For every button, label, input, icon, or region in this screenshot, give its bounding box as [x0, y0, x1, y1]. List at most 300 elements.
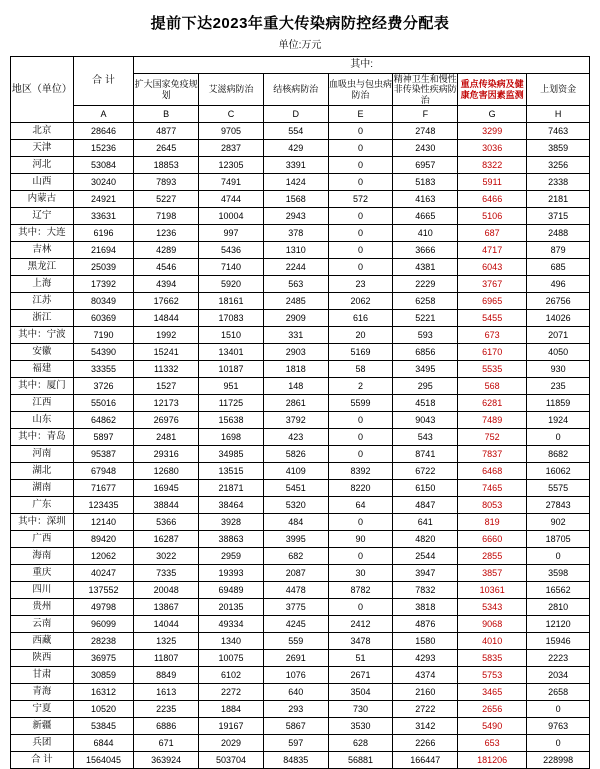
cell-value: 930: [527, 361, 590, 378]
row-region-label: 贵州: [11, 599, 74, 616]
cell-value: 8053: [458, 497, 527, 514]
row-region-label: 山西: [11, 174, 74, 191]
cell-value: 2722: [393, 701, 458, 718]
cell-value: 0: [328, 123, 393, 140]
cell-value: 3142: [393, 718, 458, 735]
cell-value: 18853: [134, 157, 199, 174]
cell-value: 2645: [134, 140, 199, 157]
cell-value: 64: [328, 497, 393, 514]
cell-value: 2855: [458, 548, 527, 565]
cell-value: 0: [527, 548, 590, 565]
cell-value: 1076: [263, 667, 328, 684]
cell-value: 8849: [134, 667, 199, 684]
header-col-surveillance: 重点传染病及健康危害因素监测: [458, 74, 527, 106]
table-row: [11, 140, 590, 157]
cell-value: 25039: [73, 259, 134, 276]
cell-value: 5753: [458, 667, 527, 684]
cell-value: 10361: [458, 582, 527, 599]
cell-value: 36975: [73, 650, 134, 667]
table-row: [11, 429, 590, 446]
cell-value: 331: [263, 327, 328, 344]
cell-value: 593: [393, 327, 458, 344]
cell-value: 38863: [199, 531, 264, 548]
cell-value: 554: [263, 123, 328, 140]
cell-value: 0: [328, 599, 393, 616]
cell-value: 55016: [73, 395, 134, 412]
cell-value: 7893: [134, 174, 199, 191]
cell-value: 235: [527, 378, 590, 395]
row-region-label: 辽宁: [11, 208, 74, 225]
header-letter-d: D: [263, 106, 328, 123]
cell-value: 4293: [393, 650, 458, 667]
cell-value: 15946: [527, 633, 590, 650]
header-col-tuberculosis: 结核病防治: [263, 74, 328, 106]
cell-value: 2748: [393, 123, 458, 140]
cell-value: 902: [527, 514, 590, 531]
cell-value: 752: [458, 429, 527, 446]
cell-value: 12062: [73, 548, 134, 565]
header-total: 合 计: [73, 57, 134, 106]
cell-value: 3465: [458, 684, 527, 701]
table-body: [11, 123, 590, 769]
cell-value: 38844: [134, 497, 199, 514]
table-row: [11, 412, 590, 429]
cell-value: 3726: [73, 378, 134, 395]
table-row: [11, 191, 590, 208]
cell-value: 616: [328, 310, 393, 327]
cell-value: 640: [263, 684, 328, 701]
table-header: [11, 57, 590, 123]
header-letter-c: C: [199, 106, 264, 123]
cell-value: 60369: [73, 310, 134, 327]
cell-value: 17662: [134, 293, 199, 310]
cell-value: 2430: [393, 140, 458, 157]
cell-value: 71677: [73, 480, 134, 497]
cell-value: 4877: [134, 123, 199, 140]
cell-value: 7190: [73, 327, 134, 344]
row-region-label: 北京: [11, 123, 74, 140]
cell-value: 8741: [393, 446, 458, 463]
cell-value: 26756: [527, 293, 590, 310]
cell-value: 3036: [458, 140, 527, 157]
cell-value: 4744: [199, 191, 264, 208]
cell-value: 4163: [393, 191, 458, 208]
cell-value: 423: [263, 429, 328, 446]
cell-value: 0: [527, 429, 590, 446]
cell-value: 6258: [393, 293, 458, 310]
cell-value: 1325: [134, 633, 199, 650]
table-row: [11, 276, 590, 293]
cell-value: 0: [328, 208, 393, 225]
cell-value: 11859: [527, 395, 590, 412]
cell-value: 123435: [73, 497, 134, 514]
cell-value: 2656: [458, 701, 527, 718]
table-row: [11, 446, 590, 463]
cell-value: 5221: [393, 310, 458, 327]
cell-value: 378: [263, 225, 328, 242]
cell-value: 2160: [393, 684, 458, 701]
table-row: [11, 123, 590, 140]
table-row: [11, 157, 590, 174]
row-region-label: 广西: [11, 531, 74, 548]
cell-value: 1613: [134, 684, 199, 701]
cell-value: 2485: [263, 293, 328, 310]
cell-value: 24921: [73, 191, 134, 208]
cell-value: 2861: [263, 395, 328, 412]
cell-value: 49334: [199, 616, 264, 633]
cell-value: 2810: [527, 599, 590, 616]
table-row: [11, 361, 590, 378]
cell-value: 8392: [328, 463, 393, 480]
cell-value: 6844: [73, 735, 134, 752]
cell-value: 16562: [527, 582, 590, 599]
cell-value: 5911: [458, 174, 527, 191]
table-row: [11, 310, 590, 327]
cell-value: 5920: [199, 276, 264, 293]
cell-value: 2943: [263, 208, 328, 225]
cell-value: 5169: [328, 344, 393, 361]
cell-value: 2181: [527, 191, 590, 208]
row-region-label: 浙江: [11, 310, 74, 327]
cell-value: 5535: [458, 361, 527, 378]
cell-value: 682: [263, 548, 328, 565]
row-region-label: 其中：青岛: [11, 429, 74, 446]
cell-value: 597: [263, 735, 328, 752]
cell-value: 6965: [458, 293, 527, 310]
cell-value: 2671: [328, 667, 393, 684]
cell-value: 1924: [527, 412, 590, 429]
cell-value: 4665: [393, 208, 458, 225]
cell-value: 0: [328, 446, 393, 463]
row-region-label: 兵团: [11, 735, 74, 752]
cell-value: 7491: [199, 174, 264, 191]
cell-value: 2071: [527, 327, 590, 344]
cell-value: 1424: [263, 174, 328, 191]
cell-value: 879: [527, 242, 590, 259]
cell-value: 7837: [458, 446, 527, 463]
cell-value: 10075: [199, 650, 264, 667]
cell-value: 5227: [134, 191, 199, 208]
cell-value: 5183: [393, 174, 458, 191]
cell-value: 543: [393, 429, 458, 446]
cell-value: 14844: [134, 310, 199, 327]
cell-value: 572: [328, 191, 393, 208]
cell-value: 53845: [73, 718, 134, 735]
row-region-label: 其中：宁波: [11, 327, 74, 344]
table-row: [11, 582, 590, 599]
row-region-label: 山东: [11, 412, 74, 429]
cell-value: 5826: [263, 446, 328, 463]
table-row: [11, 344, 590, 361]
cell-value: 3818: [393, 599, 458, 616]
cell-value: 51: [328, 650, 393, 667]
cell-value: 2837: [199, 140, 264, 157]
cell-value: 7198: [134, 208, 199, 225]
cell-value: 0: [328, 225, 393, 242]
cell-value: 10004: [199, 208, 264, 225]
row-region-label: 湖南: [11, 480, 74, 497]
cell-value: 1527: [134, 378, 199, 395]
total-cell-value: 1564045: [73, 752, 134, 769]
table-row: [11, 327, 590, 344]
cell-value: 4820: [393, 531, 458, 548]
cell-value: 9068: [458, 616, 527, 633]
header-group-qizhong: 其中:: [134, 57, 590, 74]
row-region-label: 河北: [11, 157, 74, 174]
cell-value: 12680: [134, 463, 199, 480]
cell-value: 3857: [458, 565, 527, 582]
table-row: [11, 463, 590, 480]
cell-value: 6281: [458, 395, 527, 412]
cell-value: 13867: [134, 599, 199, 616]
cell-value: 5455: [458, 310, 527, 327]
cell-value: 2903: [263, 344, 328, 361]
row-region-label: 河南: [11, 446, 74, 463]
table-row: [11, 259, 590, 276]
header-row-1: [11, 57, 590, 74]
cell-value: 3859: [527, 140, 590, 157]
cell-value: 69489: [199, 582, 264, 599]
row-region-label: 其中：深圳: [11, 514, 74, 531]
cell-value: 3666: [393, 242, 458, 259]
cell-value: 5320: [263, 497, 328, 514]
cell-value: 2959: [199, 548, 264, 565]
cell-value: 1510: [199, 327, 264, 344]
total-cell-value: 84835: [263, 752, 328, 769]
cell-value: 5835: [458, 650, 527, 667]
cell-value: 90: [328, 531, 393, 548]
cell-value: 3495: [393, 361, 458, 378]
total-cell-value: 181206: [458, 752, 527, 769]
cell-value: 7140: [199, 259, 264, 276]
cell-value: 4546: [134, 259, 199, 276]
cell-value: 641: [393, 514, 458, 531]
cell-value: 148: [263, 378, 328, 395]
header-letter-h: H: [527, 106, 590, 123]
cell-value: 3478: [328, 633, 393, 650]
table-total-row: [11, 752, 590, 769]
cell-value: 3391: [263, 157, 328, 174]
cell-value: 6468: [458, 463, 527, 480]
cell-value: 3715: [527, 208, 590, 225]
cell-value: 2272: [199, 684, 264, 701]
cell-value: 6886: [134, 718, 199, 735]
row-region-label: 重庆: [11, 565, 74, 582]
cell-value: 38464: [199, 497, 264, 514]
table-row: [11, 616, 590, 633]
cell-value: 8682: [527, 446, 590, 463]
total-cell-value: 228998: [527, 752, 590, 769]
cell-value: 15241: [134, 344, 199, 361]
cell-value: 9043: [393, 412, 458, 429]
cell-value: 4478: [263, 582, 328, 599]
header-row-letters: [11, 106, 590, 123]
cell-value: 559: [263, 633, 328, 650]
cell-value: 3299: [458, 123, 527, 140]
row-region-label: 江苏: [11, 293, 74, 310]
cell-value: 5575: [527, 480, 590, 497]
cell-value: 67948: [73, 463, 134, 480]
table-row: [11, 378, 590, 395]
cell-value: 30: [328, 565, 393, 582]
table-row: [11, 174, 590, 191]
cell-value: 15638: [199, 412, 264, 429]
cell-value: 685: [527, 259, 590, 276]
cell-value: 5436: [199, 242, 264, 259]
cell-value: 12173: [134, 395, 199, 412]
cell-value: 80349: [73, 293, 134, 310]
cell-value: 14044: [134, 616, 199, 633]
total-cell-value: 363924: [134, 752, 199, 769]
cell-value: 4374: [393, 667, 458, 684]
cell-value: 0: [328, 412, 393, 429]
cell-value: 1884: [199, 701, 264, 718]
total-cell-value: 56881: [328, 752, 393, 769]
cell-value: 11807: [134, 650, 199, 667]
row-region-label: 江西: [11, 395, 74, 412]
cell-value: 3947: [393, 565, 458, 582]
cell-value: 6150: [393, 480, 458, 497]
cell-value: 2266: [393, 735, 458, 752]
table-row: [11, 667, 590, 684]
cell-value: 10520: [73, 701, 134, 718]
table-row: [11, 650, 590, 667]
cell-value: 4245: [263, 616, 328, 633]
row-region-label: 黑龙江: [11, 259, 74, 276]
table-row: [11, 395, 590, 412]
row-region-label: 宁夏: [11, 701, 74, 718]
table-row: [11, 633, 590, 650]
cell-value: 997: [199, 225, 264, 242]
cell-value: 5343: [458, 599, 527, 616]
header-letter-e: E: [328, 106, 393, 123]
cell-value: 8220: [328, 480, 393, 497]
cell-value: 0: [328, 157, 393, 174]
cell-value: 53084: [73, 157, 134, 174]
row-region-label: 吉林: [11, 242, 74, 259]
cell-value: 23: [328, 276, 393, 293]
cell-value: 2244: [263, 259, 328, 276]
cell-value: 9763: [527, 718, 590, 735]
cell-value: 3928: [199, 514, 264, 531]
cell-value: 6170: [458, 344, 527, 361]
cell-value: 2: [328, 378, 393, 395]
cell-value: 54390: [73, 344, 134, 361]
cell-value: 19167: [199, 718, 264, 735]
cell-value: 14026: [527, 310, 590, 327]
cell-value: 2235: [134, 701, 199, 718]
cell-value: 8782: [328, 582, 393, 599]
header-region: 地区（单位）: [11, 57, 74, 123]
header-col-transferred-funds: 上划资金: [527, 74, 590, 106]
table-row: [11, 531, 590, 548]
cell-value: 1580: [393, 633, 458, 650]
cell-value: 1992: [134, 327, 199, 344]
row-region-label: 天津: [11, 140, 74, 157]
header-letter-f: F: [393, 106, 458, 123]
cell-value: 1236: [134, 225, 199, 242]
cell-value: 20135: [199, 599, 264, 616]
cell-value: 1818: [263, 361, 328, 378]
cell-value: 3792: [263, 412, 328, 429]
table-row: [11, 497, 590, 514]
cell-value: 2412: [328, 616, 393, 633]
cell-value: 3775: [263, 599, 328, 616]
cell-value: 951: [199, 378, 264, 395]
row-region-label: 湖北: [11, 463, 74, 480]
cell-value: 30240: [73, 174, 134, 191]
cell-value: 6102: [199, 667, 264, 684]
cell-value: 484: [263, 514, 328, 531]
cell-value: 563: [263, 276, 328, 293]
cell-value: 21694: [73, 242, 134, 259]
header-col-expanded-immunization: 扩大国家免疫规划: [134, 74, 199, 106]
cell-value: 2029: [199, 735, 264, 752]
cell-value: 410: [393, 225, 458, 242]
cell-value: 95387: [73, 446, 134, 463]
table-row: [11, 293, 590, 310]
table-row: [11, 548, 590, 565]
cell-value: 3598: [527, 565, 590, 582]
cell-value: 20048: [134, 582, 199, 599]
cell-value: 5599: [328, 395, 393, 412]
total-cell-value: 166447: [393, 752, 458, 769]
allocation-table: [10, 56, 590, 769]
cell-value: 64862: [73, 412, 134, 429]
cell-value: 2087: [263, 565, 328, 582]
cell-value: 33631: [73, 208, 134, 225]
cell-value: 13401: [199, 344, 264, 361]
row-region-label: 四川: [11, 582, 74, 599]
cell-value: 4109: [263, 463, 328, 480]
table-row: [11, 735, 590, 752]
cell-value: 5451: [263, 480, 328, 497]
cell-value: 26976: [134, 412, 199, 429]
row-region-label: 安徽: [11, 344, 74, 361]
row-region-label: 海南: [11, 548, 74, 565]
row-region-label: 新疆: [11, 718, 74, 735]
cell-value: 0: [328, 429, 393, 446]
cell-value: 671: [134, 735, 199, 752]
cell-value: 19393: [199, 565, 264, 582]
header-col-aids: 艾滋病防治: [199, 74, 264, 106]
cell-value: 7489: [458, 412, 527, 429]
cell-value: 568: [458, 378, 527, 395]
cell-value: 27843: [527, 497, 590, 514]
table-row: [11, 242, 590, 259]
cell-value: 12305: [199, 157, 264, 174]
cell-value: 730: [328, 701, 393, 718]
cell-value: 28238: [73, 633, 134, 650]
cell-value: 28646: [73, 123, 134, 140]
cell-value: 4010: [458, 633, 527, 650]
table-row: [11, 565, 590, 582]
cell-value: 4518: [393, 395, 458, 412]
cell-value: 6856: [393, 344, 458, 361]
header-letter-g: G: [458, 106, 527, 123]
cell-value: 16287: [134, 531, 199, 548]
table-row: [11, 599, 590, 616]
cell-value: 3256: [527, 157, 590, 174]
cell-value: 40247: [73, 565, 134, 582]
cell-value: 4050: [527, 344, 590, 361]
header-letter-a: A: [73, 106, 134, 123]
cell-value: 3022: [134, 548, 199, 565]
cell-value: 4717: [458, 242, 527, 259]
cell-value: 496: [527, 276, 590, 293]
cell-value: 3767: [458, 276, 527, 293]
cell-value: 12120: [527, 616, 590, 633]
